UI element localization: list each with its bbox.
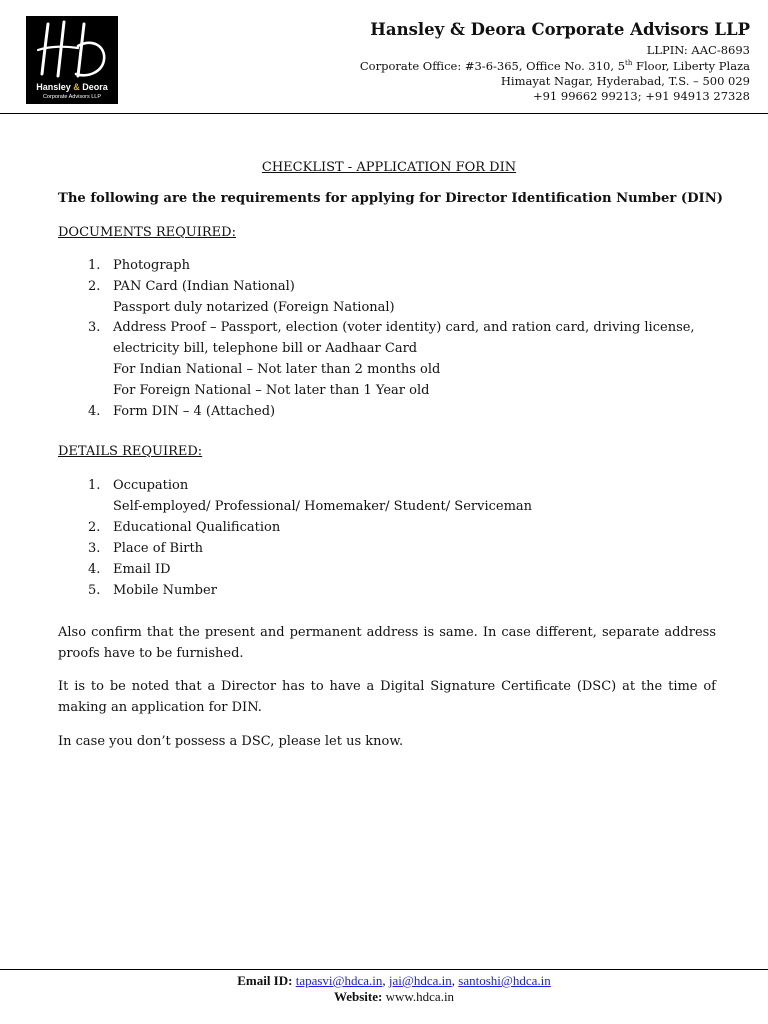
list-number: 5. <box>88 583 101 598</box>
website-label: Website: <box>333 989 383 1004</box>
list-item: Occupation <box>113 478 189 493</box>
list-number: 3. <box>88 541 101 556</box>
office-address: Corporate Office: #3-6-365, Office No. 310, 5th Floor, Liberty Plaza <box>359 59 750 73</box>
email-link[interactable]: tapasvi@hdca.in <box>295 973 383 988</box>
email-label: Email ID: <box>237 973 293 988</box>
list-item: Mobile Number <box>113 583 217 598</box>
document-title: CHECKLIST - APPLICATION FOR DIN <box>261 160 517 175</box>
list-item: Photograph <box>113 258 190 273</box>
email-link[interactable]: santoshi@hdca.in <box>458 973 551 988</box>
city-address: Himayat Nagar, Hyderabad, T.S. – 500 029 <box>500 74 750 88</box>
paragraph-contact-note: In case you don’t possess a DSC, please let us know. <box>58 734 404 749</box>
details-heading: DETAILS REQUIRED: <box>58 444 203 459</box>
list-number: 3. <box>88 320 101 335</box>
list-number: 1. <box>88 478 101 493</box>
footer-website-line <box>0 989 768 1005</box>
website-link[interactable]: www.hdca.in <box>385 989 455 1004</box>
list-item-continuation: electricity bill, telephone bill or Aadhaar Card <box>113 341 418 356</box>
paragraph-dsc-note: It is to be noted that a Director has to have a Digital Signature Certificate (DSC) at the time of making an application for DIN. <box>58 679 716 715</box>
list-number: 4. <box>88 562 101 577</box>
company-logo <box>26 16 118 104</box>
footer-divider <box>0 969 768 970</box>
list-item: Educational Qualification <box>113 520 281 535</box>
hd-monogram-icon <box>26 16 118 82</box>
intro-text: The following are the requirements for applying for Director Identification Number (DIN) <box>58 191 724 206</box>
logo-brand-subtitle: Corporate Advisors LLP <box>42 94 102 100</box>
paragraph-address-note: Also confirm that the present and permanent address is same. In case different, separate address proofs have to be furnished. <box>58 625 716 661</box>
list-number: 2. <box>88 520 101 535</box>
list-item-continuation: For Foreign National – Not later than 1 Year old <box>113 383 430 398</box>
list-number: 4. <box>88 404 101 419</box>
list-item: PAN Card (Indian National) <box>113 279 295 294</box>
header-divider <box>0 113 768 114</box>
llpin: LLPIN: AAC-8693 <box>646 43 750 57</box>
email-link[interactable]: jai@hdca.in <box>388 973 452 988</box>
list-number: 1. <box>88 258 101 273</box>
logo-brand-name: Hansley & Deora <box>36 82 108 92</box>
firm-name: Hansley & Deora Corporate Advisors LLP <box>370 20 750 39</box>
list-item-continuation: For Indian National – Not later than 2 months old <box>113 362 441 377</box>
list-item: Email ID <box>113 562 171 577</box>
list-item: Form DIN – 4 (Attached) <box>113 404 276 419</box>
list-item-continuation: Passport duly notarized (Foreign National) <box>113 300 395 315</box>
list-item-continuation: Self-employed/ Professional/ Homemaker/ Student/ Serviceman <box>113 499 533 514</box>
phone-numbers: +91 99662 99213; +91 94913 27328 <box>532 89 750 103</box>
footer-email-line: Email ID: tapasvi@hdca.in, jai@hdca.in, santoshi@hdca.in <box>237 973 551 988</box>
documents-heading: DOCUMENTS REQUIRED: <box>58 225 236 240</box>
list-number: 2. <box>88 279 101 294</box>
list-item: Address Proof – Passport, election (voter identity) card, and ration card, driving license, <box>113 320 695 335</box>
list-item: Place of Birth <box>113 541 204 556</box>
